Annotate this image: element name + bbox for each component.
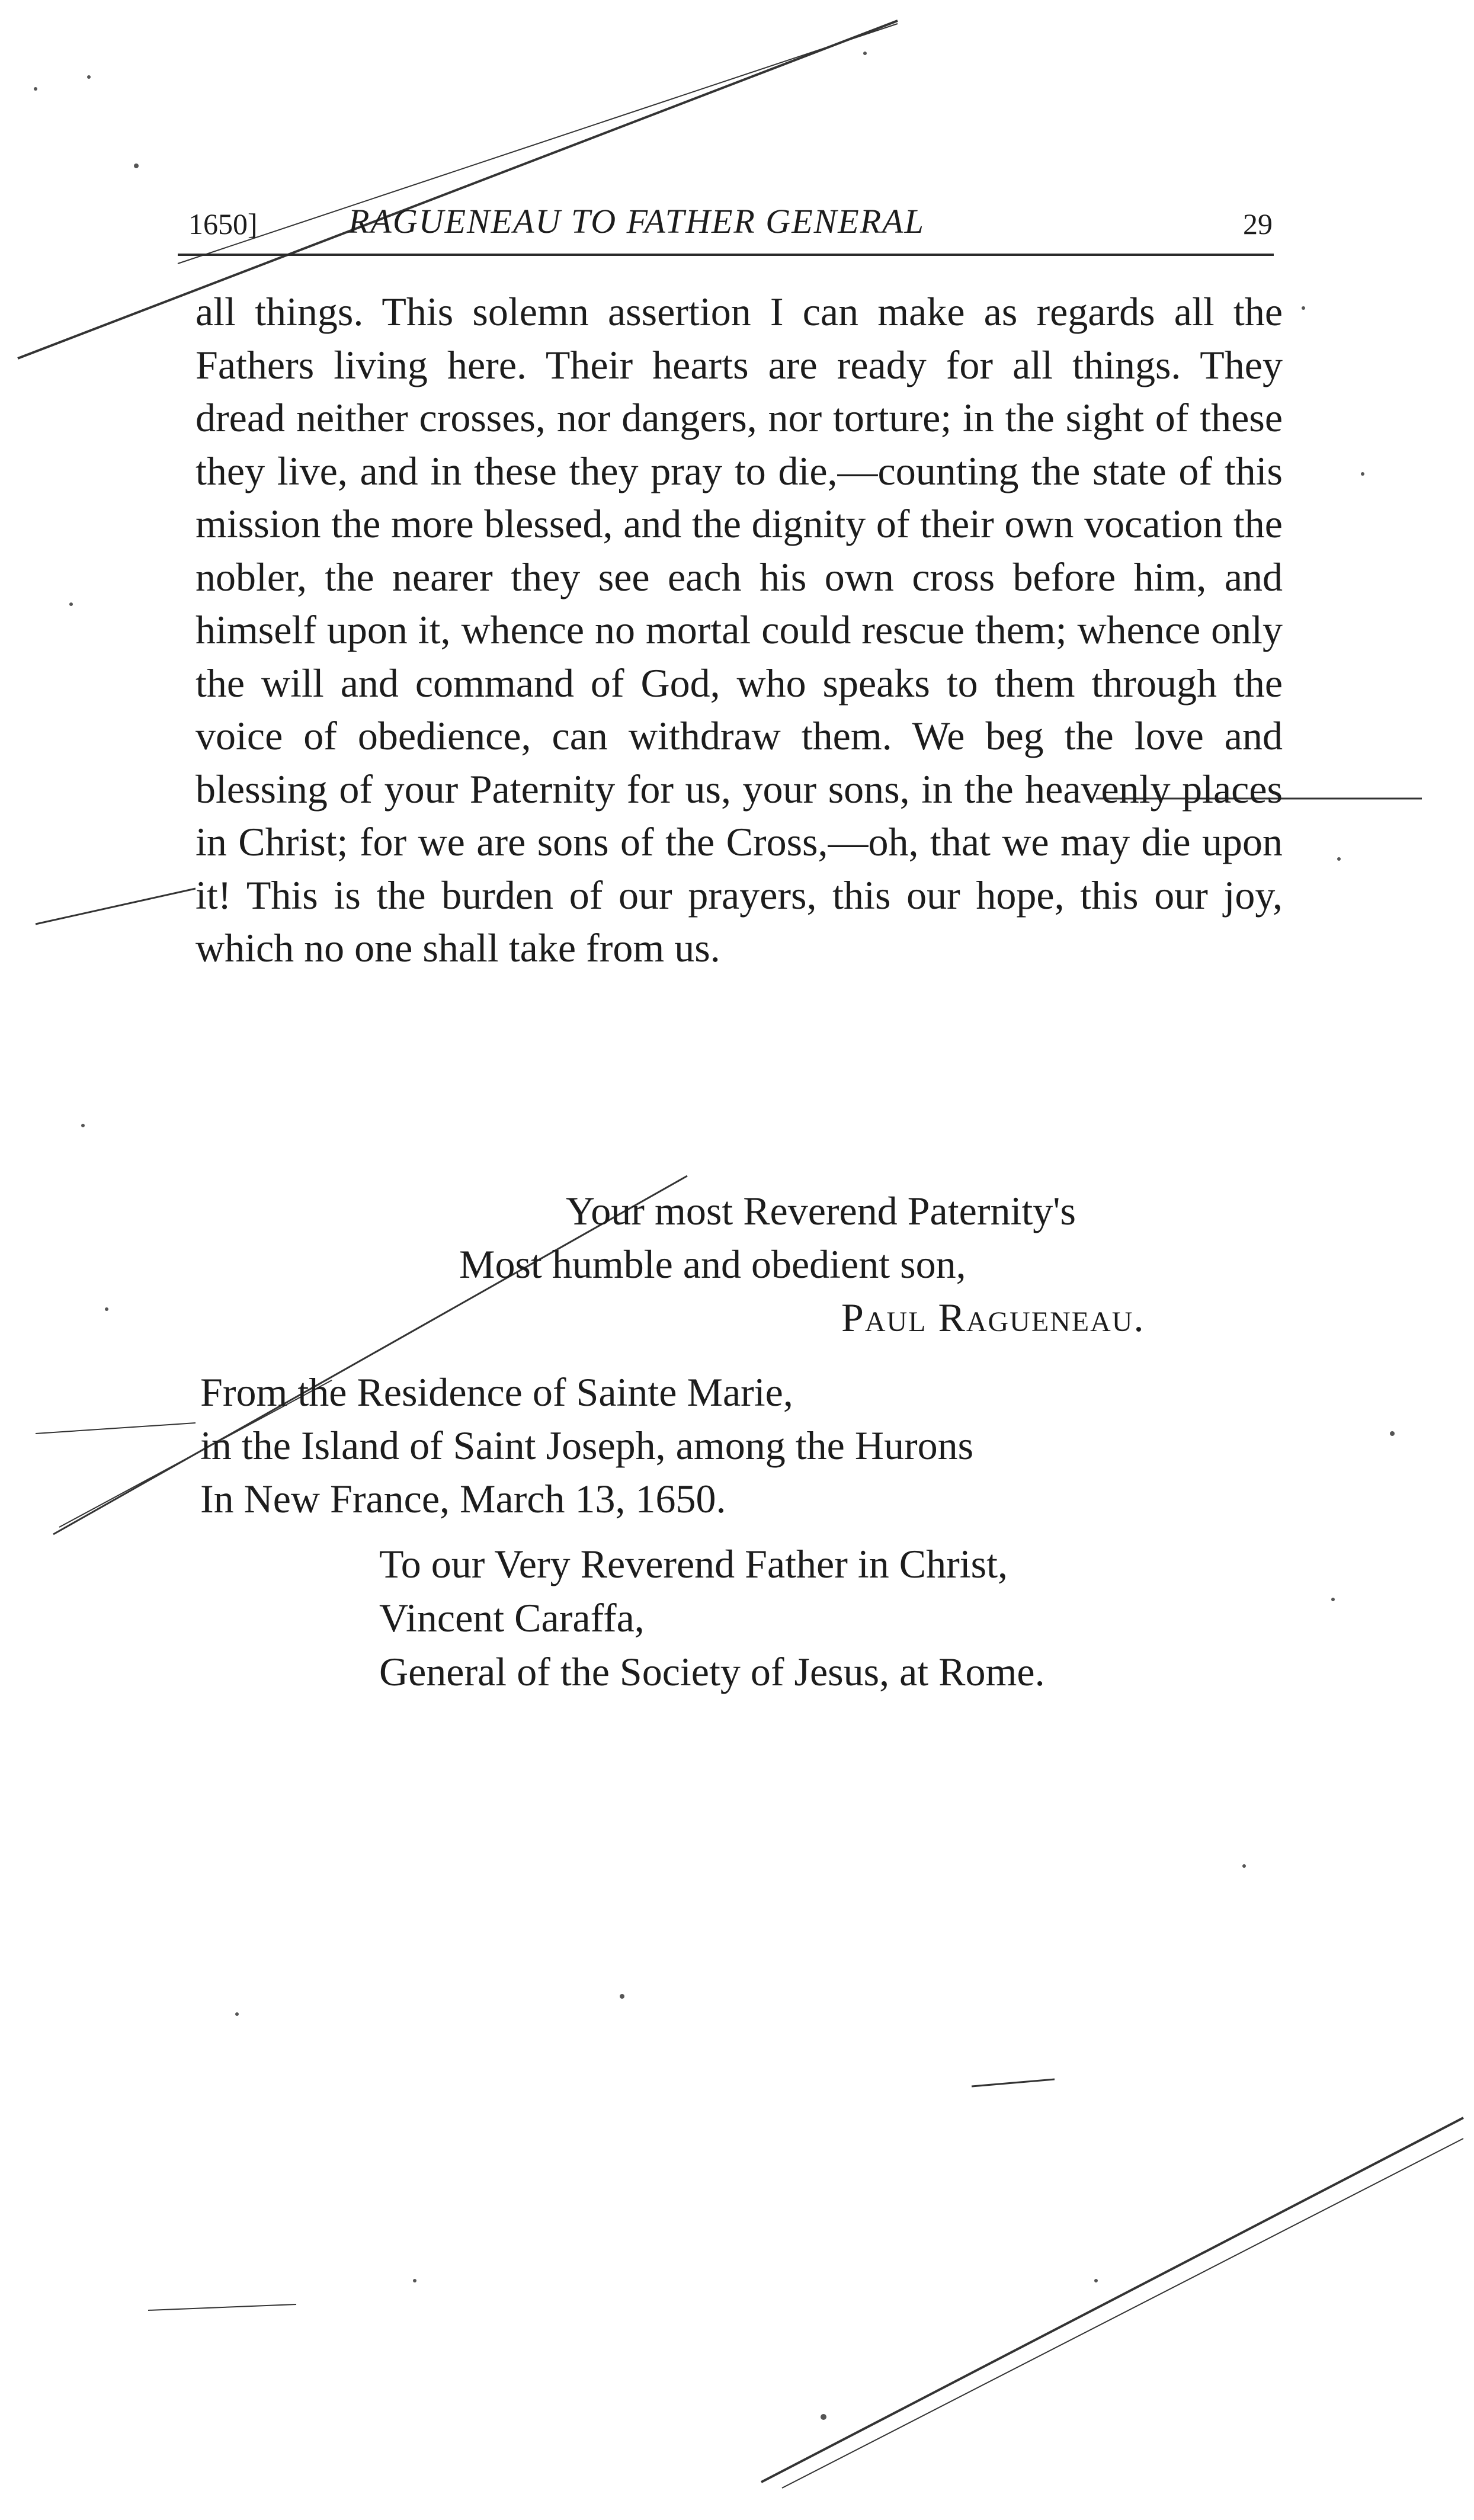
signature-closing: Your most Reverend Paternity's xyxy=(566,1188,1076,1233)
address-line: To our Very Reverend Father in Christ, xyxy=(379,1541,1008,1586)
running-header xyxy=(188,204,1273,246)
dateline xyxy=(200,1365,973,1525)
signature-name: Paul Ragueneau. xyxy=(841,1295,1145,1340)
page-number: 29 xyxy=(1243,207,1273,241)
header-year: 1650] xyxy=(188,207,258,241)
address-line: General of the Society of Jesus, at Rome. xyxy=(379,1649,1045,1694)
address-block xyxy=(379,1537,1045,1699)
header-rule xyxy=(178,254,1274,256)
address-line: Vincent Caraffa, xyxy=(379,1595,645,1640)
dateline-line: From the Residence of Sainte Marie, xyxy=(200,1370,793,1415)
dateline-line: In New France, March 13, 1650. xyxy=(200,1476,726,1521)
signature-humble: Most humble and obedient son, xyxy=(459,1242,966,1287)
body-paragraph: all things. This solemn assertion I can make as regards all the Fathers living here. Their hearts are ready for all things. They dread neither crosses, nor dangers, nor torture; in the sight of these they live, and in these they pray to die,—counting the state of this mission the more blessed, and the dignity of their own vocation the nobler, the nearer they see each his own cross before him, and himself upon it, whence no mortal could rescue them; whence only the will and command of God, who speaks to them through the voice of obedience, can withdraw them. We beg the love and blessing of your Paternity for us, your sons, in the heavenly places in Christ; for we are sons of the Cross,—oh, that we may die upon it! This is the burden of our prayers, this our hope, this our joy, which no one shall take from us. xyxy=(196,289,1283,970)
dateline-line: in the Island of Saint Joseph, among the Hurons xyxy=(200,1423,974,1468)
header-title: RAGUENEAU TO FATHER GENERAL xyxy=(348,202,925,241)
letter-body xyxy=(196,286,1283,975)
